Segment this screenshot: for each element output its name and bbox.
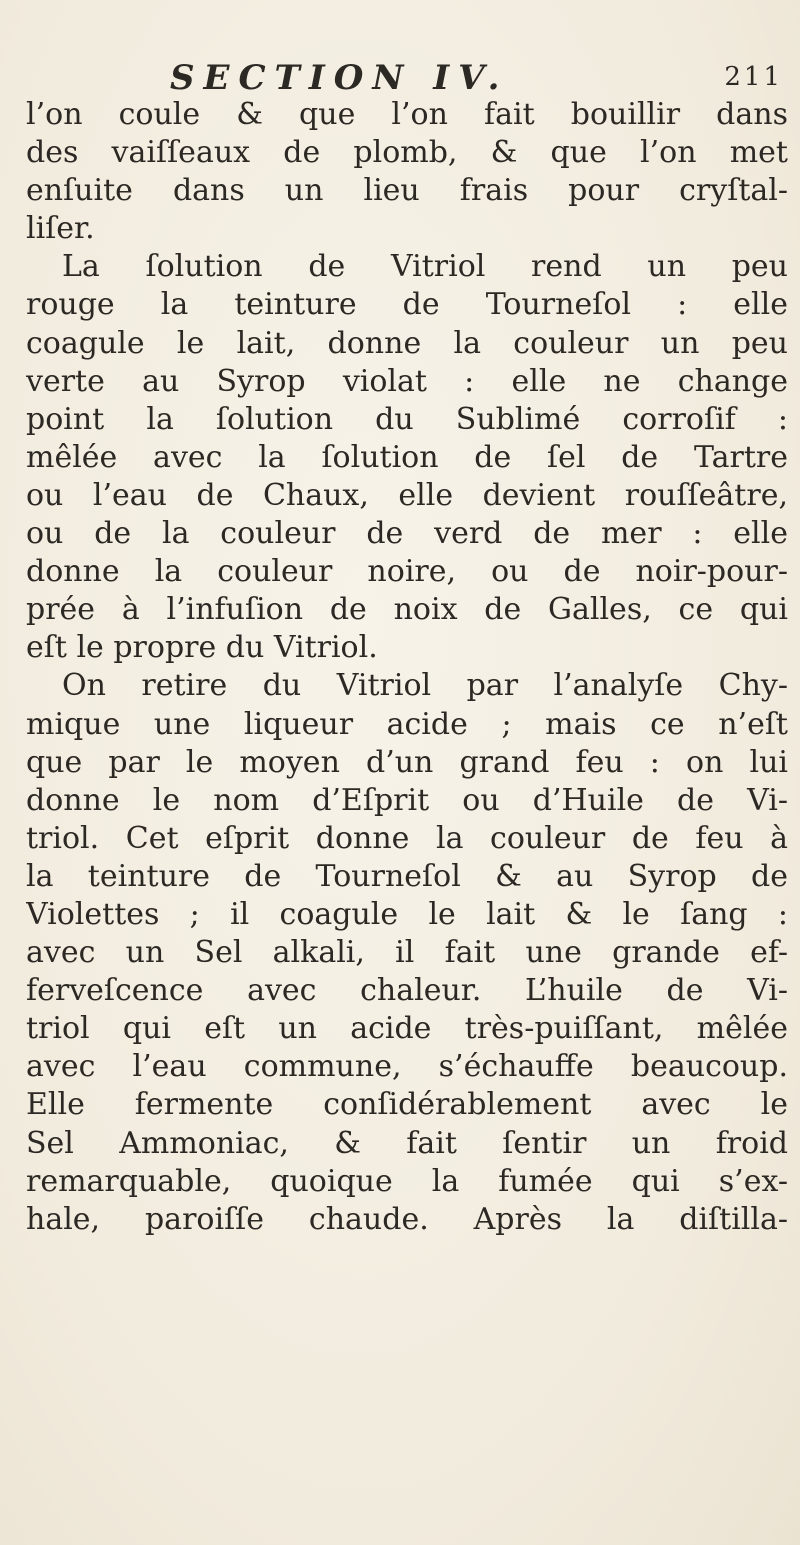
page-number: 211 xyxy=(724,62,783,92)
text-line: ou l’eau de Chaux, elle devient rouſſeâtre, xyxy=(26,477,788,513)
text-line: triol. Cet eſprit donne la couleur de feu à xyxy=(26,820,788,856)
text-line: On retire du Vitriol par l’analyſe Chy- xyxy=(62,668,788,704)
text-line: verte au Syrop violat : elle ne change xyxy=(26,363,788,399)
text-line: Elle fermente conſidérablement avec le xyxy=(26,1087,788,1123)
text-line: liſer. xyxy=(26,211,95,247)
text-line: avec l’eau commune, s’échauffe beaucoup. xyxy=(26,1049,788,1085)
text-line: Sel Ammoniac, & fait ſentir un froid xyxy=(26,1125,788,1161)
text-line: hale, paroiſſe chaude. Après la diſtilla- xyxy=(26,1201,788,1237)
text-line: mique une liqueur acide ; mais ce n’eſt xyxy=(26,706,788,742)
text-line: La ſolution de Vitriol rend un peu xyxy=(62,249,788,285)
text-line: donne la couleur noire, ou de noir-pour- xyxy=(26,554,788,590)
text-line: la teinture de Tourneſol & au Syrop de xyxy=(26,858,788,894)
text-line: ou de la couleur de verd de mer : elle xyxy=(26,516,788,552)
text-line: l’on coule & que l’on fait bouillir dans xyxy=(26,97,788,132)
text-line: avec un Sel alkali, il fait une grande ef- xyxy=(26,935,788,971)
text-line: prée à l’infuſion de noix de Galles, ce qui xyxy=(26,592,788,628)
body-text xyxy=(26,96,788,1239)
text-line: des vaiſſeaux de plomb, & que l’on met xyxy=(26,135,788,171)
text-line: coagule le lait, donne la couleur un peu xyxy=(26,325,788,361)
text-line: que par le moyen d’un grand feu : on lui xyxy=(26,744,788,780)
text-line: point la ſolution du Sublimé corroſif : xyxy=(26,401,788,437)
text-line: Violettes ; il coagule le lait & le ſang : xyxy=(26,896,788,932)
text-line: donne le nom d’Eſprit ou d’Huile de Vi- xyxy=(26,782,788,818)
text-line: eſt le propre du Vitriol. xyxy=(26,630,378,666)
text-line: triol qui eſt un acide très-puiſſant, mêlée xyxy=(26,1011,788,1047)
running-title: SECTION IV. xyxy=(170,58,509,98)
text-line: enſuite dans un lieu frais pour cryſtal- xyxy=(26,173,788,209)
text-line: mêlée avec la ſolution de ſel de Tartre xyxy=(26,439,788,475)
page-header xyxy=(170,58,785,98)
text-line: remarquable, quoique la fumée qui s’ex- xyxy=(26,1163,788,1199)
text-line: ferveſcence avec chaleur. L’huile de Vi- xyxy=(26,973,788,1009)
text-line: rouge la teinture de Tourneſol : elle xyxy=(26,287,788,323)
